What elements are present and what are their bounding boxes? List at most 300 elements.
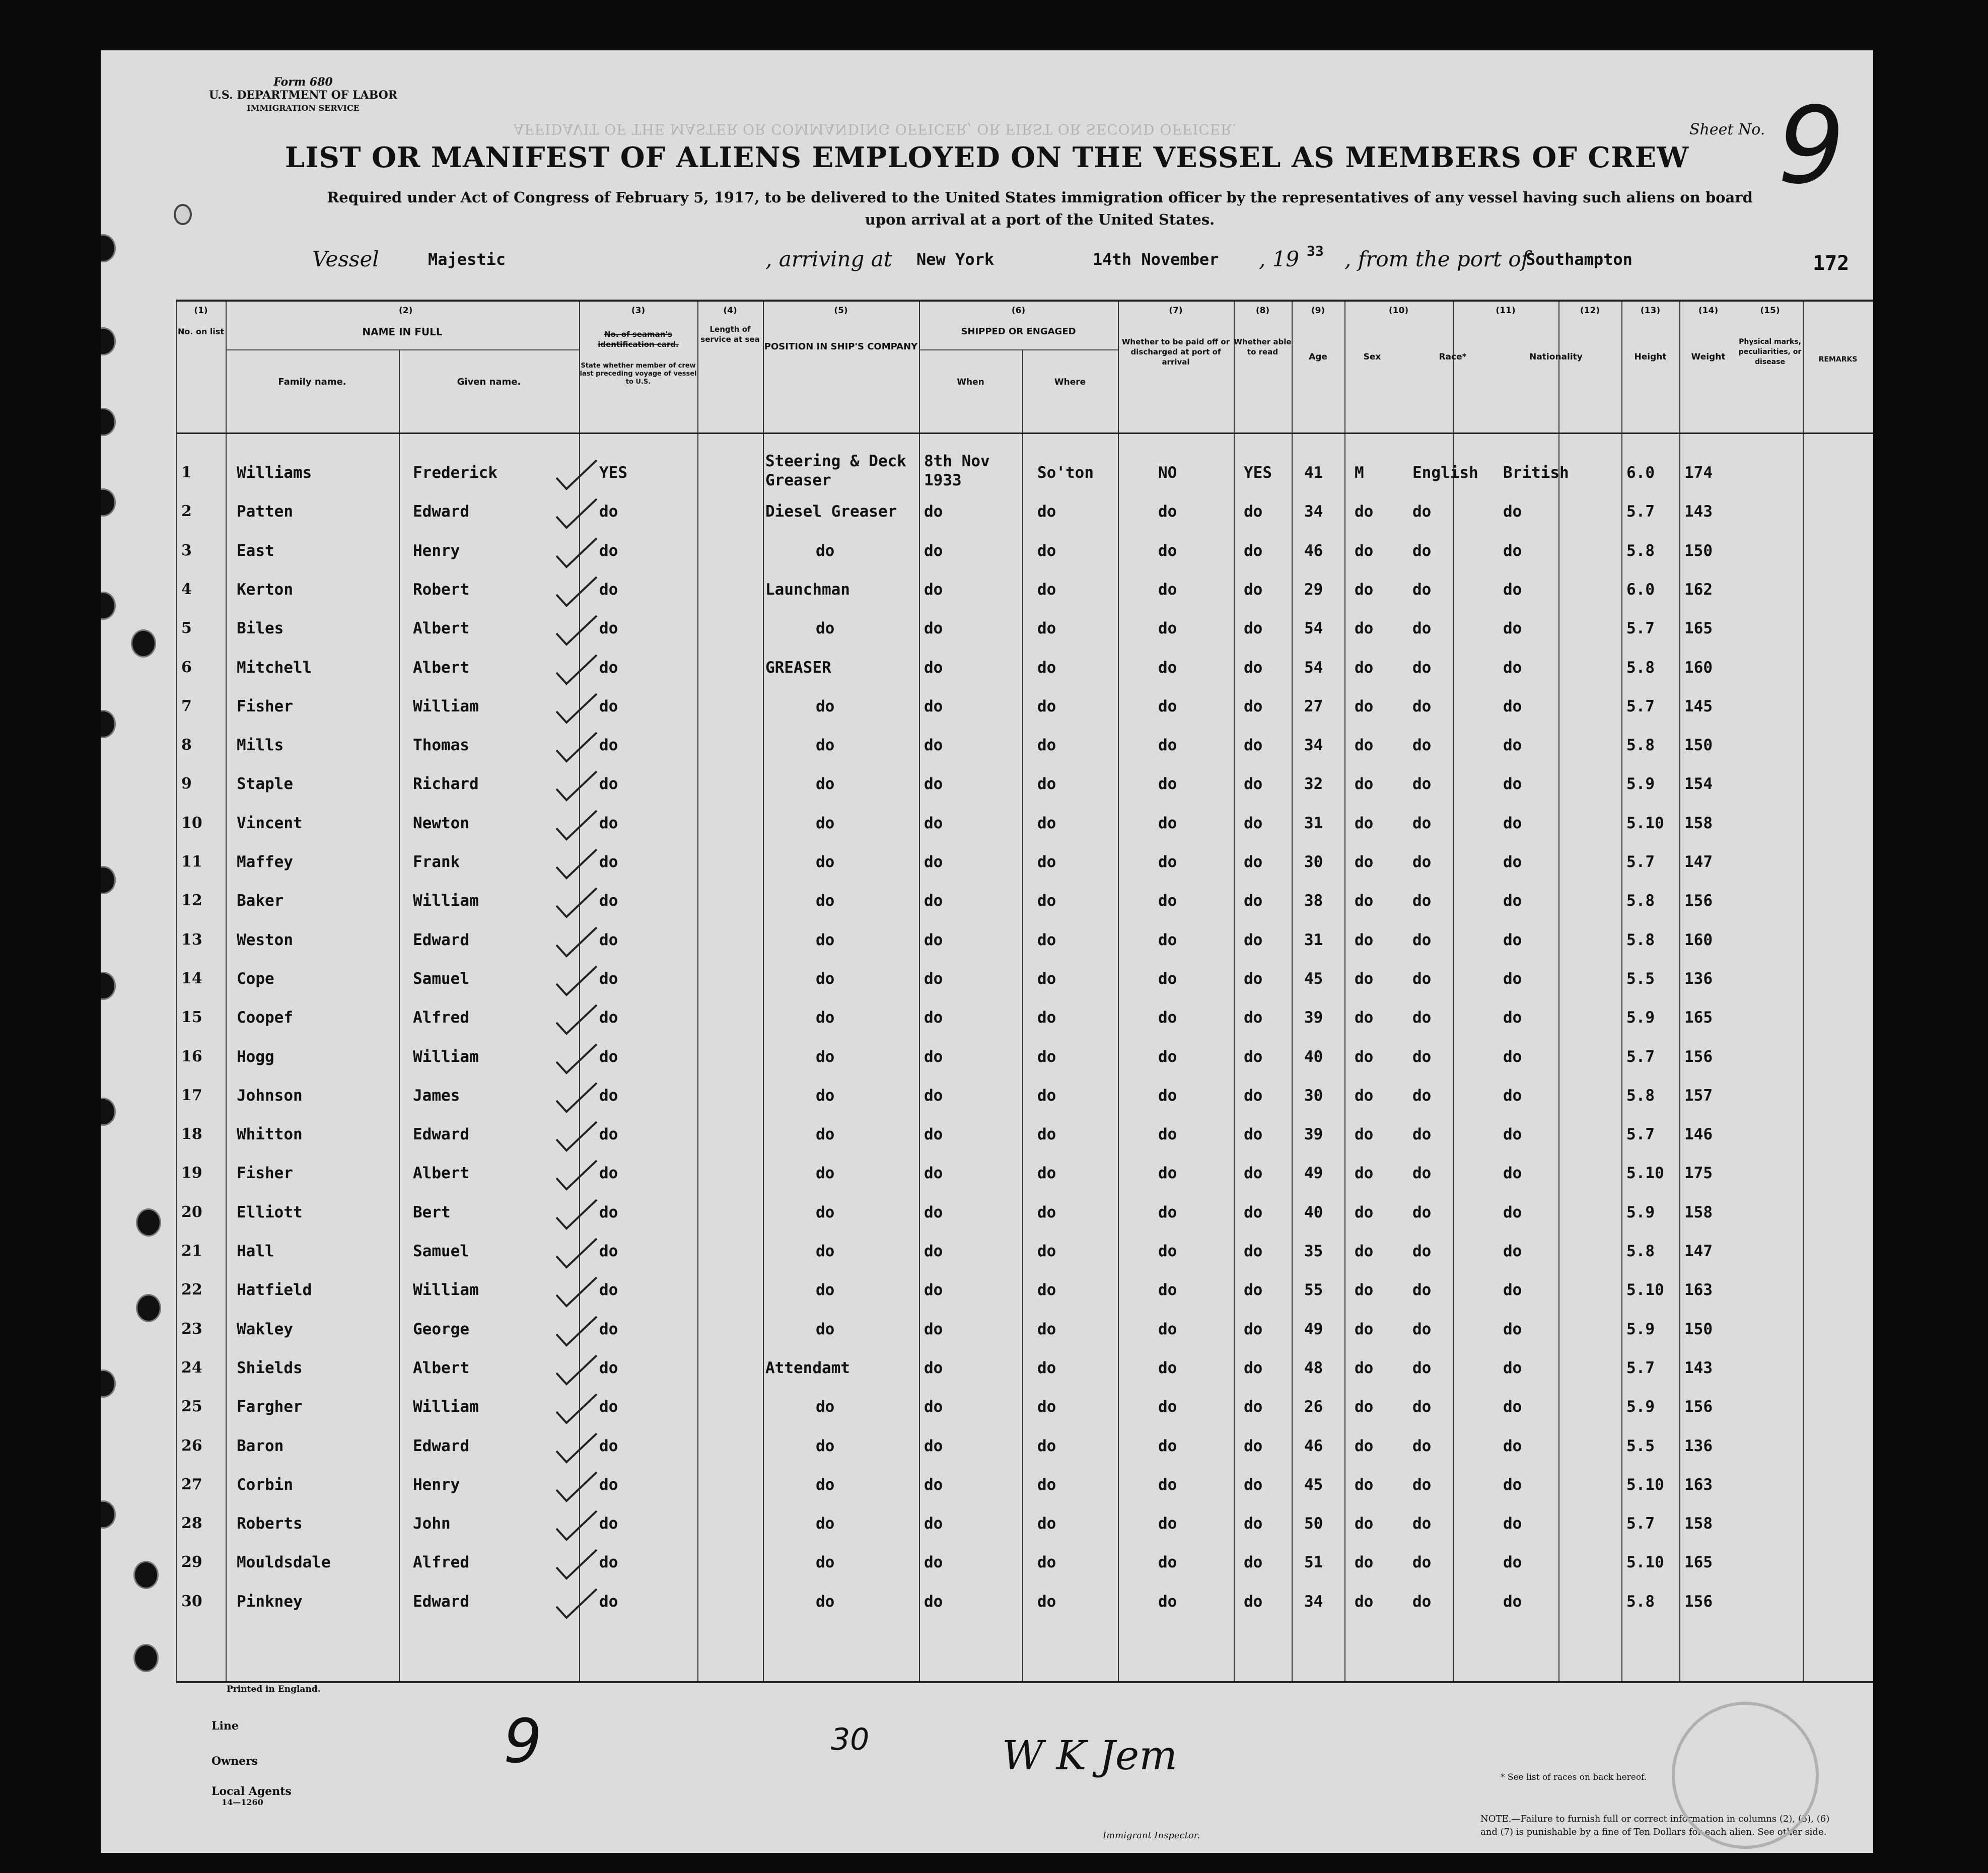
paid-off-cell: do [1158, 1203, 1177, 1221]
race-cell: do [1412, 1358, 1432, 1377]
age-cell: 54 [1304, 619, 1323, 638]
punch-hole [101, 1098, 116, 1126]
able-read-cell: do [1244, 1203, 1263, 1221]
paid-off-cell: do [1158, 1164, 1177, 1183]
check-mark-icon [554, 1470, 599, 1505]
table-row [176, 725, 1873, 764]
weight-cell: 157 [1684, 1086, 1713, 1105]
header-member-last-voyage: State whether member of crew last preceding voyage of vessel to U.S. [580, 362, 697, 386]
table-row [176, 1309, 1873, 1348]
weight-cell: 158 [1684, 1515, 1713, 1533]
position-cell: Attendamt [765, 1358, 850, 1377]
col-num-1: (1) [194, 306, 208, 316]
age-cell: 39 [1304, 1008, 1323, 1027]
shipped-where-cell: do [1037, 814, 1056, 832]
able-read-cell: do [1244, 1398, 1263, 1416]
row-number: 23 [181, 1320, 202, 1338]
weight-cell: 162 [1684, 580, 1713, 599]
family-name-cell: Wakley [237, 1320, 293, 1338]
paid-off-cell: do [1158, 1436, 1177, 1455]
family-name-cell: Kerton [237, 580, 293, 599]
nationality-cell: do [1503, 1475, 1522, 1494]
punch-hole [131, 629, 156, 658]
shipped-where-cell: do [1037, 1475, 1056, 1494]
table-row [176, 1503, 1873, 1542]
paid-off-cell: do [1158, 1553, 1177, 1572]
height-cell: 5.5 [1626, 1436, 1655, 1455]
nationality-cell: do [1503, 1281, 1522, 1300]
age-cell: 54 [1304, 658, 1323, 677]
able-read-cell: do [1244, 1592, 1263, 1611]
race-cell: do [1412, 1475, 1432, 1494]
row-number: 12 [181, 892, 202, 910]
family-name-cell: Coopef [237, 1008, 293, 1027]
race-cell: do [1412, 1086, 1432, 1105]
header-rule [226, 349, 579, 350]
sex-cell: do [1355, 1553, 1374, 1572]
nationality-cell: do [1503, 1086, 1522, 1105]
shipped-when-cell: do [924, 1398, 943, 1416]
age-cell: 38 [1304, 892, 1323, 910]
paid-off-cell: do [1158, 619, 1177, 638]
paid-off-cell: do [1158, 1125, 1177, 1144]
form-number: Form 680 [273, 76, 333, 89]
given-name-cell: Edward [413, 1592, 469, 1611]
position-cell: do [816, 619, 835, 638]
able-read-cell: do [1244, 1125, 1263, 1144]
weight-cell: 165 [1684, 1008, 1713, 1027]
age-cell: 31 [1304, 930, 1323, 949]
family-name-cell: Mills [237, 736, 284, 755]
shipped-when-cell: do [924, 1203, 943, 1221]
col-num-7: (7) [1169, 306, 1183, 316]
height-cell: 5.10 [1626, 1475, 1664, 1494]
paid-off-cell: do [1158, 775, 1177, 794]
weight-cell: 150 [1684, 541, 1713, 560]
shipped-when-cell: do [924, 1125, 943, 1144]
nationality-cell: do [1503, 1436, 1522, 1455]
family-name-cell: Hatfield [237, 1281, 312, 1300]
height-cell: 5.8 [1626, 736, 1655, 755]
shipped-where-cell: do [1037, 1242, 1056, 1260]
weight-cell: 156 [1684, 1398, 1713, 1416]
check-mark-icon [554, 1197, 599, 1233]
nationality-cell: do [1503, 969, 1522, 988]
given-name-cell: Edward [413, 502, 469, 521]
header-length-service: Length of service at sea [700, 325, 760, 344]
shipped-where-cell: do [1037, 1592, 1056, 1611]
paid-off-cell: do [1158, 1281, 1177, 1300]
shipped-when-cell: do [924, 1320, 943, 1338]
shipped-where-cell: do [1037, 736, 1056, 755]
race-cell: do [1412, 541, 1432, 560]
nationality-cell: do [1503, 1125, 1522, 1144]
nationality-cell: do [1503, 658, 1522, 677]
prev-voyage-cell: do [599, 1164, 618, 1183]
table-row [176, 1192, 1873, 1231]
shipped-where-cell: do [1037, 930, 1056, 949]
check-mark-icon [554, 1431, 599, 1466]
nationality-cell: do [1503, 580, 1522, 599]
row-number: 8 [181, 736, 192, 754]
paid-off-cell: do [1158, 1398, 1177, 1416]
weight-cell: 165 [1684, 1553, 1713, 1572]
family-name-cell: Fisher [237, 1164, 293, 1183]
paid-off-cell: do [1158, 853, 1177, 871]
height-cell: 5.10 [1626, 1164, 1664, 1183]
sex-cell: do [1355, 1592, 1374, 1611]
able-read-cell: do [1244, 969, 1263, 988]
height-cell: 5.8 [1626, 1086, 1655, 1105]
height-cell: 5.10 [1626, 1553, 1664, 1572]
row-number: 29 [181, 1553, 202, 1571]
sex-cell: do [1355, 853, 1374, 871]
race-cell: do [1412, 1164, 1432, 1183]
position-cell: Steering & Deck Greaser [765, 452, 906, 489]
check-mark-icon [554, 496, 599, 532]
sex-cell: do [1355, 1203, 1374, 1221]
able-read-cell: do [1244, 1008, 1263, 1027]
given-name-cell: John [413, 1515, 451, 1533]
position-cell: do [816, 1475, 835, 1494]
race-cell: do [1412, 502, 1432, 521]
table-row [176, 842, 1873, 881]
sex-cell: do [1355, 969, 1374, 988]
age-cell: 30 [1304, 1086, 1323, 1105]
punch-hole [101, 972, 116, 1000]
height-cell: 5.8 [1626, 1242, 1655, 1260]
inspector-label: Immigrant Inspector. [1103, 1830, 1200, 1841]
check-mark-icon [554, 1353, 599, 1388]
age-cell: 34 [1304, 502, 1323, 521]
able-read-cell: do [1244, 1475, 1263, 1494]
weight-cell: 160 [1684, 658, 1713, 677]
weight-cell: 163 [1684, 1475, 1713, 1494]
table-row [176, 1114, 1873, 1153]
paid-off-cell: do [1158, 1086, 1177, 1105]
check-mark-icon [554, 1080, 599, 1116]
given-name-cell: Robert [413, 580, 469, 599]
table-row [176, 647, 1873, 686]
height-cell: 5.9 [1626, 1008, 1655, 1027]
punch-hole [136, 1208, 161, 1237]
punch-hole [101, 234, 116, 262]
table-row [176, 1075, 1873, 1114]
family-name-cell: Mouldsdale [237, 1553, 331, 1572]
shipped-where-cell: do [1037, 1086, 1056, 1105]
given-name-cell: Henry [413, 541, 460, 560]
shipped-when-cell: do [924, 580, 943, 599]
inspector-signature: W K Jem [1002, 1732, 1178, 1779]
header-where: Where [1054, 377, 1086, 387]
prev-voyage-cell: do [599, 1475, 618, 1494]
row-number: 22 [181, 1281, 202, 1299]
sex-cell: do [1355, 1475, 1374, 1494]
table-row [176, 920, 1873, 959]
table-row [176, 881, 1873, 919]
shipped-where-cell: do [1037, 969, 1056, 988]
paid-off-cell: do [1158, 814, 1177, 832]
height-cell: 5.7 [1626, 853, 1655, 871]
paid-off-cell: do [1158, 1475, 1177, 1494]
shipped-when-cell: do [924, 1008, 943, 1027]
header-given-name: Given name. [457, 377, 521, 387]
header-able-read: Whether able to read [1234, 337, 1292, 356]
prev-voyage-cell: do [599, 1047, 618, 1066]
weight-cell: 143 [1684, 1358, 1713, 1377]
from-port-label: , from the port of [1344, 247, 1529, 271]
arrival-date: 14th November [1093, 250, 1219, 269]
sex-cell: do [1355, 1047, 1374, 1066]
given-name-cell: Edward [413, 1125, 469, 1144]
nationality-cell: do [1503, 1592, 1522, 1611]
shipped-where-cell: do [1037, 1320, 1056, 1338]
height-cell: 5.7 [1626, 1125, 1655, 1144]
prev-voyage-cell: do [599, 1358, 618, 1377]
given-name-cell: James [413, 1086, 460, 1105]
weight-cell: 158 [1684, 1203, 1713, 1221]
prev-voyage-cell: do [599, 775, 618, 794]
given-name-cell: Richard [413, 775, 479, 794]
sex-cell: do [1355, 814, 1374, 832]
nationality-cell: British [1503, 464, 1569, 482]
punch-hole [101, 1370, 116, 1398]
col-num-11: (11) [1496, 306, 1516, 316]
race-cell: do [1412, 892, 1432, 910]
nationality-cell: do [1503, 1320, 1522, 1338]
table-row [176, 997, 1873, 1036]
col-num-10: (10) [1388, 306, 1409, 316]
height-cell: 5.9 [1626, 775, 1655, 794]
table-row [176, 686, 1873, 725]
sex-cell: do [1355, 1242, 1374, 1260]
nationality-cell: do [1503, 814, 1522, 832]
nationality-cell: do [1503, 1047, 1522, 1066]
table-row [176, 1387, 1873, 1425]
paid-off-cell: do [1158, 1358, 1177, 1377]
col-num-5: (5) [834, 306, 848, 316]
family-name-cell: Weston [237, 930, 293, 949]
sex-cell: do [1355, 1008, 1374, 1027]
form-title: LIST OR MANIFEST OF ALIENS EMPLOYED ON THE VESSEL AS MEMBERS OF CREW [285, 141, 1689, 174]
shipped-where-cell: do [1037, 1515, 1056, 1533]
row-number: 11 [181, 853, 202, 871]
family-name-cell: Mitchell [237, 658, 312, 677]
header-family-name: Family name. [278, 377, 346, 387]
row-number: 9 [181, 775, 192, 793]
table-row [176, 608, 1873, 647]
check-mark-icon [554, 925, 599, 960]
nationality-cell: do [1503, 1398, 1522, 1416]
row-number: 25 [181, 1398, 202, 1416]
shipped-where-cell: do [1037, 580, 1056, 599]
paid-off-cell: do [1158, 541, 1177, 560]
paid-off-cell: do [1158, 697, 1177, 715]
nationality-cell: do [1503, 541, 1522, 560]
able-read-cell: do [1244, 1242, 1263, 1260]
position-cell: do [816, 736, 835, 755]
shipped-where-cell: do [1037, 1047, 1056, 1066]
shipped-where-cell: do [1037, 1281, 1056, 1300]
check-mark-icon [554, 1236, 599, 1271]
row-number: 21 [181, 1242, 202, 1260]
punch-hole [133, 1644, 159, 1672]
given-name-cell: Samuel [413, 1242, 469, 1260]
check-mark-icon [554, 613, 599, 649]
sex-cell: do [1355, 1436, 1374, 1455]
position-cell: Launchman [765, 580, 850, 599]
position-cell: do [816, 930, 835, 949]
sex-cell: do [1355, 1358, 1374, 1377]
age-cell: 50 [1304, 1515, 1323, 1533]
shipped-where-cell: So'ton [1037, 464, 1094, 482]
given-name-cell: William [413, 1398, 479, 1416]
punch-hole [101, 408, 116, 436]
able-read-cell: do [1244, 1436, 1263, 1455]
row-number: 26 [181, 1436, 202, 1455]
check-mark-icon [554, 691, 599, 727]
nationality-cell: do [1503, 1203, 1522, 1221]
department-label: U.S. DEPARTMENT OF LABOR [209, 89, 398, 102]
race-cell: do [1412, 697, 1432, 715]
check-mark-icon [554, 1314, 599, 1349]
position-cell: do [816, 1398, 835, 1416]
height-cell: 5.9 [1626, 1320, 1655, 1338]
paid-off-cell: do [1158, 1047, 1177, 1066]
given-name-cell: Edward [413, 930, 469, 949]
family-name-cell: Corbin [237, 1475, 293, 1494]
position-cell: do [816, 1592, 835, 1611]
owners-label: Owners [211, 1755, 258, 1768]
header-physical-marks: Physical marks, peculiarities, or disease [1738, 338, 1802, 366]
row-number: 3 [181, 541, 192, 559]
age-cell: 40 [1304, 1047, 1323, 1066]
prev-voyage-cell: do [599, 853, 618, 871]
form-number-block [209, 76, 397, 115]
paid-off-cell: do [1158, 969, 1177, 988]
punch-hole [101, 1500, 116, 1529]
height-cell: 5.8 [1626, 1592, 1655, 1611]
paid-off-cell: do [1158, 930, 1177, 949]
race-cell: do [1412, 814, 1432, 832]
shipped-when-cell: do [924, 1592, 943, 1611]
shipped-where-cell: do [1037, 853, 1056, 871]
shipped-when-cell: do [924, 1086, 943, 1105]
check-mark-icon [554, 1158, 599, 1193]
able-read-cell: do [1244, 619, 1263, 638]
age-cell: 55 [1304, 1281, 1323, 1300]
affidavit-bleedthrough: AFFIDAVIT OF THE MASTER OR COMMANDING OFFICER, OR FIRST OR SECOND OFFICER. [514, 121, 1237, 137]
able-read-cell: do [1244, 1515, 1263, 1533]
given-name-cell: Albert [413, 619, 469, 638]
age-cell: 39 [1304, 1125, 1323, 1144]
local-agents-label: Local Agents [211, 1785, 292, 1798]
sheet-number-label: Sheet No. [1689, 121, 1765, 138]
sex-cell: do [1355, 619, 1374, 638]
nationality-cell: do [1503, 1008, 1522, 1027]
header-paid-off: Whether to be paid off or discharged at port of arrival [1121, 337, 1230, 367]
header-shipped-engaged: SHIPPED OR ENGAGED [961, 326, 1076, 337]
able-read-cell: do [1244, 1281, 1263, 1300]
weight-cell: 143 [1684, 502, 1713, 521]
shipped-when-cell: 8th Nov 1933 [924, 452, 990, 489]
paid-off-cell: do [1158, 1320, 1177, 1338]
shipped-when-cell: do [924, 1358, 943, 1377]
height-cell: 5.9 [1626, 1203, 1655, 1221]
able-read-cell: do [1244, 1164, 1263, 1183]
header-remarks: REMARKS [1818, 355, 1858, 364]
prev-voyage-cell: do [599, 658, 618, 677]
row-number: 4 [181, 580, 192, 598]
sex-cell: do [1355, 775, 1374, 794]
prev-voyage-cell: do [599, 1592, 618, 1611]
able-read-cell: do [1244, 502, 1263, 521]
height-cell: 5.10 [1626, 1281, 1664, 1300]
header-rule [919, 349, 1118, 350]
table-row [176, 1270, 1873, 1309]
position-cell: do [816, 1203, 835, 1221]
prev-voyage-cell: do [599, 541, 618, 560]
sheet-total-count: 172 [1813, 252, 1850, 275]
nationality-cell: do [1503, 930, 1522, 949]
shipped-where-cell: do [1037, 1125, 1056, 1144]
manifest-sheet [101, 50, 1873, 1853]
position-cell: do [816, 1086, 835, 1105]
given-name-cell: Alfred [413, 1008, 469, 1027]
weight-cell: 136 [1684, 1436, 1713, 1455]
check-mark-icon [554, 1508, 599, 1544]
shipped-where-cell: do [1037, 1203, 1056, 1221]
paid-off-cell: do [1158, 502, 1177, 521]
row-number: 13 [181, 930, 202, 949]
position-cell: do [816, 1553, 835, 1572]
family-name-cell: Hogg [237, 1047, 274, 1066]
family-name-cell: Fargher [237, 1398, 303, 1416]
able-read-cell: do [1244, 1086, 1263, 1105]
race-cell: do [1412, 853, 1432, 871]
race-cell: do [1412, 658, 1432, 677]
table-row [176, 1542, 1873, 1581]
given-name-cell: William [413, 1047, 479, 1066]
race-cell: do [1412, 1398, 1432, 1416]
vessel-name: Majestic [428, 250, 506, 269]
check-mark-icon [554, 574, 599, 610]
official-stamp [1672, 1702, 1819, 1849]
age-cell: 29 [1304, 580, 1323, 599]
header-nationality: Nationality [1529, 352, 1583, 362]
penalty-note: NOTE.—Failure to furnish full or correct information in columns (2), (5), (6) and (7) is punishable by a fine of Ten Dollars for each alien. See other side. [1480, 1814, 1830, 1837]
race-cell: do [1412, 1047, 1432, 1066]
family-name-cell: East [237, 541, 274, 560]
check-mark-icon [554, 1392, 599, 1427]
family-name-cell: Johnson [237, 1086, 303, 1105]
height-cell: 5.9 [1626, 1398, 1655, 1416]
nationality-cell: do [1503, 619, 1522, 638]
race-cell: do [1412, 1320, 1432, 1338]
given-name-cell: George [413, 1320, 469, 1338]
position-cell: do [816, 892, 835, 910]
table-row [176, 531, 1873, 569]
sex-cell: M [1355, 464, 1364, 482]
prev-voyage-cell: do [599, 1320, 618, 1338]
paid-off-cell: do [1158, 1242, 1177, 1260]
table-row [176, 1231, 1873, 1270]
position-cell: do [816, 1164, 835, 1183]
punch-hole [174, 204, 192, 225]
height-cell: 6.0 [1626, 580, 1655, 599]
row-number: 17 [181, 1086, 202, 1104]
age-cell: 45 [1304, 1475, 1323, 1494]
